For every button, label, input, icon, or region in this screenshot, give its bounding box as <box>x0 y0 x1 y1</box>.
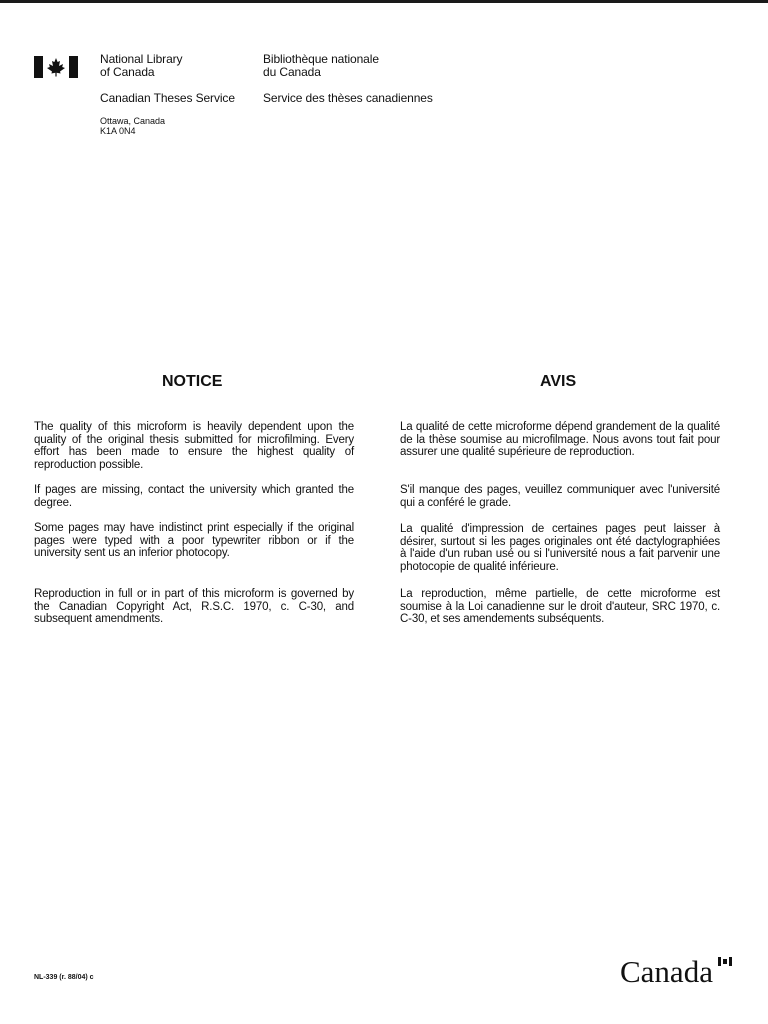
canada-wordmark-flag-icon <box>718 957 732 966</box>
avis-column <box>400 421 720 459</box>
avis-heading: AVIS <box>540 373 577 390</box>
canada-wordmark <box>620 952 740 992</box>
notice-paragraph: The quality of this microform is heavily dependent upon the quality of the original thesis submitted for microfilming. Every effort has been made to ensure the highest quality of reproduction possible. <box>34 421 354 471</box>
notice-column <box>34 522 354 560</box>
canada-flag-icon <box>34 56 78 78</box>
scan-top-border <box>0 0 768 3</box>
library-name-en-line2: of Canada <box>100 65 155 79</box>
notice-paragraph: Reproduction in full or in part of this microform is governed by the Canadian Copyright Act, R.S.C. 1970, c. C-30, and subsequent amendments. <box>34 588 354 625</box>
address-city: Ottawa, Canada <box>100 116 166 126</box>
avis-column <box>400 523 720 573</box>
avis-column <box>400 588 720 626</box>
notice-paragraph: If pages are missing, contact the university which granted the degree. <box>34 484 354 509</box>
avis-column <box>400 484 720 509</box>
library-name-en <box>100 53 182 79</box>
avis-paragraph: La qualité de cette microforme dépend grandement de la qualité de la thèse soumise au microfilmage. Nous avons tout fait pour assurer une qualité supérieure de reproduction. <box>400 421 720 458</box>
canada-wordmark-text: Canada <box>620 954 713 989</box>
address-postal-code: K1A 0N4 <box>100 126 136 136</box>
library-name-fr-line2: du Canada <box>263 65 321 79</box>
avis-paragraph: La reproduction, même partielle, de cette microforme est soumise à la Loi canadienne sur le droit d'auteur, SRC 1970, c. C-30, et ses amendements subséquents. <box>400 588 720 625</box>
library-name-fr <box>263 53 379 79</box>
notice-heading: NOTICE <box>162 373 223 390</box>
avis-paragraph: S'il manque des pages, veuillez communiquer avec l'université qui a conféré le grade. <box>400 484 720 509</box>
notice-column <box>34 588 354 626</box>
form-code: NL-339 (r. 88/04) c <box>34 974 94 981</box>
notice-column <box>34 421 354 471</box>
library-name-fr-line1: Bibliothèque nationale <box>263 52 379 66</box>
library-name-en-line1: National Library <box>100 52 183 66</box>
notice-column <box>34 484 354 509</box>
avis-paragraph: La qualité d'impression de certaines pages peut laisser à désirer, surtout si les pages originales ont été dactylographiées à l'aide d'un ruban usé ou si l'université nous a fait parvenir une photocopie de qualité inférieure. <box>400 523 720 573</box>
service-name-fr: Service des thèses canadiennes <box>263 91 433 105</box>
notice-paragraph: Some pages may have indistinct print especially if the original pages were typed with a poor typewriter ribbon or if the university sent us an inferior photocopy. <box>34 522 354 559</box>
service-name-en: Canadian Theses Service <box>100 91 235 105</box>
address <box>100 116 165 136</box>
